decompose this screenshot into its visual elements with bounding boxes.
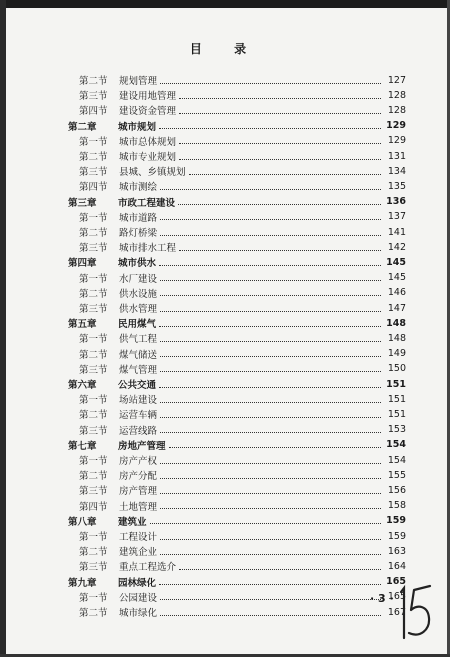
dot-leader [160, 371, 381, 372]
toc-section-entry [79, 148, 406, 164]
toc-entry-page: 165 [387, 591, 406, 603]
dot-leader [160, 219, 381, 220]
toc-entry-title: 公园建设 [119, 592, 158, 604]
toc-entry-page: 131 [387, 150, 406, 162]
toc-entry-page: 156 [387, 484, 406, 496]
toc-entry-title: 煤气储送 [119, 349, 158, 361]
toc-entry-page: 128 [387, 104, 406, 116]
toc-entry-page: 127 [387, 74, 406, 86]
toc-entry-number: 第一节 [79, 136, 108, 148]
toc-entry-number: 第二节 [79, 76, 108, 87]
toc-entry-title: 运营车辆 [119, 410, 158, 422]
toc-entry-number: 第四节 [79, 501, 108, 513]
toc-entry-title: 城市规划 [118, 121, 157, 133]
toc-entry-title: 煤气管理 [119, 364, 158, 376]
scan-border-left [0, 0, 6, 657]
toc-section-entry [79, 543, 406, 559]
toc-entry-page: 155 [387, 469, 406, 481]
dot-leader [160, 341, 381, 342]
dot-leader [189, 174, 381, 175]
dot-leader [160, 295, 381, 296]
toc-entry-number: 第二节 [79, 152, 108, 163]
dot-leader [160, 554, 381, 555]
dot-leader [159, 128, 381, 129]
toc-entry-title: 供气工程 [119, 334, 158, 346]
toc-entry-title: 公共交通 [118, 380, 157, 391]
toc-entry-number: 第一节 [79, 456, 108, 467]
toc-entry-number: 第二节 [79, 608, 108, 619]
toc-section-entry [79, 589, 406, 605]
toc-entry-number: 第二节 [79, 410, 108, 422]
toc-entry-number: 第四章 [68, 258, 97, 270]
toc-entry-page: 154 [387, 454, 406, 466]
page-number: · 3 · [370, 592, 394, 605]
dot-leader [179, 159, 381, 160]
toc-section-entry [79, 406, 406, 422]
toc-entry-number: 第八章 [68, 516, 97, 528]
toc-entry-page: 135 [387, 180, 406, 192]
dot-leader [160, 599, 381, 600]
handwritten-page-number [392, 582, 436, 642]
toc-entry-number: 第二节 [79, 547, 108, 559]
toc-entry-title: 路灯桥梁 [119, 228, 158, 239]
toc-entry-number: 第六章 [68, 380, 97, 391]
toc-entry-page: 129 [387, 135, 406, 147]
toc-entry-page: 136 [386, 196, 406, 208]
toc-entry-number: 第三节 [79, 486, 108, 498]
toc-entry-number: 第二章 [68, 121, 97, 133]
toc-section-entry [79, 361, 406, 377]
toc-entry-page: 151 [386, 378, 406, 390]
toc-entry-page: 148 [386, 317, 406, 329]
dot-leader [150, 523, 381, 524]
toc-entry-title: 县城、乡镇规划 [119, 167, 186, 179]
dot-leader [160, 463, 381, 464]
toc-entry-title: 城市测绘 [119, 182, 158, 194]
toc-chapter-entry [68, 376, 406, 392]
toc-entry-number: 第三节 [79, 91, 108, 103]
toc-entry-page: 147 [387, 302, 406, 314]
dot-leader [160, 508, 381, 509]
toc-entry-number: 第二节 [79, 228, 108, 239]
dot-leader [160, 311, 381, 312]
toc-entry-title: 市政工程建设 [118, 197, 176, 209]
dot-leader [160, 417, 381, 418]
scan-border-top [0, 0, 450, 8]
toc-entry-number: 第五章 [68, 319, 97, 331]
dot-leader [159, 584, 381, 585]
dot-leader [160, 356, 381, 357]
toc-entry-number: 第三章 [68, 197, 97, 209]
toc-entry-number: 第三节 [79, 425, 108, 437]
toc-entry-title: 城市排水工程 [119, 243, 177, 255]
toc-entry-title: 重点工程选介 [119, 562, 177, 574]
dot-leader [179, 250, 381, 251]
toc-entry-page: 146 [387, 287, 406, 299]
toc-chapter-entry [68, 194, 406, 210]
toc-section-entry [79, 133, 406, 149]
toc-section-entry [79, 604, 406, 620]
dot-leader [160, 539, 381, 540]
dot-leader [179, 143, 381, 144]
toc-entry-title: 规划管理 [119, 76, 158, 87]
toc-entry-page: 153 [387, 424, 406, 436]
toc-entry-number: 第一节 [79, 395, 108, 407]
toc-section-entry [79, 300, 406, 316]
toc-entry-page: 164 [387, 560, 406, 572]
toc-section-entry [79, 422, 406, 438]
toc-section-entry [79, 498, 406, 514]
toc-entry-page: 150 [387, 363, 406, 375]
toc-entry-number: 第二节 [79, 471, 108, 483]
dot-leader [160, 280, 381, 281]
toc-entry-title: 运营线路 [119, 425, 158, 437]
toc-entry-page: 151 [387, 393, 406, 405]
toc-entry-title: 建筑业 [118, 516, 147, 528]
toc-entry-title: 工程设计 [119, 532, 158, 543]
toc-section-entry [79, 452, 406, 468]
dot-leader [169, 447, 381, 448]
toc-entry-number: 第一节 [79, 592, 108, 604]
dot-leader [178, 204, 381, 205]
toc-entry-number: 第三节 [79, 167, 108, 179]
toc-section-entry [79, 239, 406, 255]
toc-entry-title: 房产产权 [119, 456, 158, 467]
toc-chapter-entry [68, 574, 406, 590]
toc-entry-number: 第一节 [79, 532, 108, 543]
toc-section-entry [79, 528, 406, 544]
toc-entry-number: 第一节 [79, 212, 108, 224]
dot-leader [160, 478, 381, 479]
toc-chapter-entry [68, 437, 406, 453]
toc-entry-title: 水厂建设 [119, 273, 158, 285]
toc-entry-title: 城市专业规划 [119, 152, 177, 163]
toc-section-entry [79, 558, 406, 574]
toc-entry-title: 城市总体规划 [119, 136, 177, 148]
toc-entry-number: 第一节 [79, 273, 108, 285]
toc-section-entry [79, 346, 406, 362]
toc-entry-number: 第三节 [79, 243, 108, 255]
toc-section-entry [79, 482, 406, 498]
dot-leader [159, 326, 381, 327]
toc-section-entry [79, 224, 406, 240]
toc-chapter-entry [68, 118, 406, 134]
toc-entry-title: 城市供水 [118, 258, 157, 270]
toc-entry-page: 163 [387, 545, 406, 557]
toc-section-entry [79, 87, 406, 103]
toc-entry-page: 148 [387, 332, 406, 344]
toc-entry-number: 第二节 [79, 288, 108, 300]
toc-entry-title: 供水管理 [119, 304, 158, 315]
toc-entry-page: 137 [387, 211, 406, 223]
dot-leader [160, 402, 381, 403]
toc-entry-page: 167 [387, 606, 406, 618]
dot-leader [159, 265, 381, 266]
dot-leader [160, 432, 381, 433]
toc-section-entry [79, 163, 406, 179]
toc-entry-page: 142 [387, 241, 406, 253]
dot-leader [160, 235, 381, 236]
toc-entry-page: 159 [386, 515, 406, 527]
dot-leader [179, 98, 381, 99]
toc-entry-title: 建设资金管理 [119, 106, 177, 118]
toc-entry-page: 134 [387, 165, 406, 177]
toc-entry-title: 房产分配 [119, 471, 158, 483]
toc-entry-number: 第四节 [79, 182, 108, 194]
toc-entry-number: 第四节 [79, 106, 108, 118]
toc-chapter-entry [68, 513, 406, 529]
toc-entry-title: 场站建设 [119, 395, 158, 407]
toc-entry-page: 145 [387, 272, 406, 284]
toc-entry-page: 159 [387, 530, 406, 542]
toc-section-entry [79, 72, 406, 88]
toc-entry-number: 第二节 [79, 349, 108, 361]
toc-entry-title: 城市道路 [119, 212, 158, 224]
toc-entry-page: 154 [386, 439, 406, 451]
toc-section-entry [79, 209, 406, 225]
dot-leader [160, 493, 381, 494]
toc-entry-number: 第三节 [79, 364, 108, 376]
toc-entry-title: 土地管理 [119, 501, 158, 513]
toc-entry-title: 城市绿化 [119, 608, 158, 619]
toc-chapter-entry [68, 315, 406, 331]
toc-entry-page: 129 [386, 120, 406, 132]
toc-entry-title: 园林绿化 [118, 577, 157, 589]
dot-leader [179, 569, 381, 570]
toc-section-entry [79, 178, 406, 194]
toc-section-entry [79, 285, 406, 301]
toc-section-entry [79, 391, 406, 407]
toc-entry-number: 第三节 [79, 562, 108, 574]
toc-entry-title: 房地产管理 [118, 440, 166, 452]
page-title: 目 录 [189, 42, 261, 56]
toc-entry-page: 165 [386, 576, 406, 588]
toc-entry-page: 141 [387, 226, 406, 238]
toc-entry-number: 第七章 [68, 440, 97, 452]
dot-leader [160, 83, 381, 84]
dot-leader [159, 387, 381, 388]
toc-section-entry [79, 270, 406, 286]
toc-entry-page: 151 [387, 408, 406, 420]
toc-entry-title: 建设用地管理 [119, 91, 177, 103]
toc-section-entry [79, 330, 406, 346]
toc-entry-page: 145 [386, 256, 406, 268]
toc-entry-title: 建筑企业 [119, 547, 158, 559]
toc-entry-number: 第三节 [79, 304, 108, 315]
toc-section-entry [79, 102, 406, 118]
toc-entry-page: 149 [387, 348, 406, 360]
toc-entry-number: 第一节 [79, 334, 108, 346]
toc-entry-title: 供水设施 [119, 288, 158, 300]
toc-entry-title: 民用煤气 [118, 319, 157, 331]
dot-leader [160, 189, 381, 190]
dot-leader [160, 615, 381, 616]
toc-entry-title: 房产管理 [119, 486, 158, 498]
toc-entry-number: 第九章 [68, 577, 97, 589]
dot-leader [179, 113, 381, 114]
toc-section-entry [79, 467, 406, 483]
toc-chapter-entry [68, 254, 406, 270]
toc-entry-page: 128 [387, 89, 406, 101]
toc-entry-page: 158 [387, 500, 406, 512]
